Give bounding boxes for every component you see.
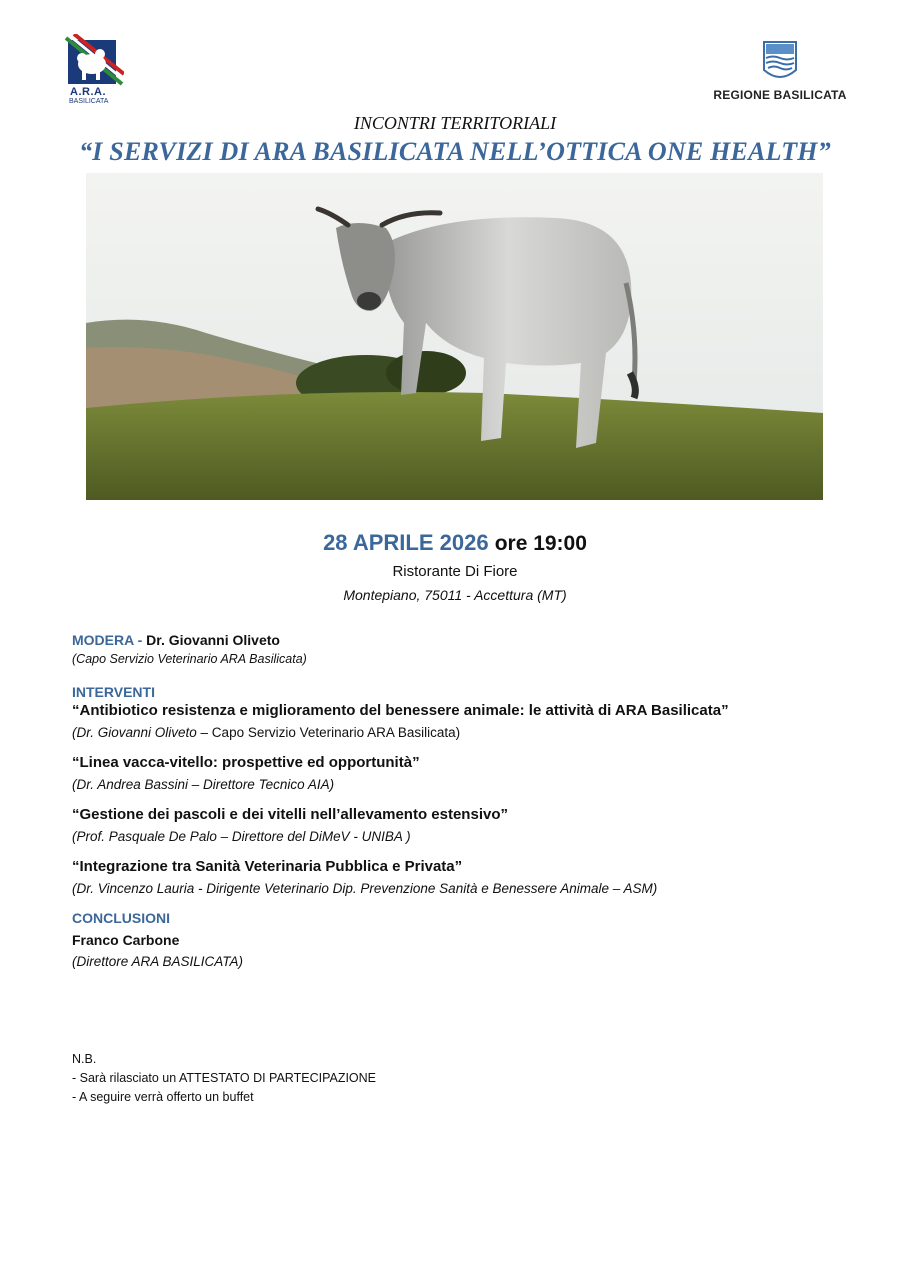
conclusions-name: Franco Carbone bbox=[72, 932, 180, 948]
talk-title: “Integrazione tra Sanità Veterinaria Pubblica e Privata” bbox=[72, 858, 463, 875]
talk-speaker-role: – Capo Servizio Veterinario ARA Basilicata) bbox=[196, 725, 461, 740]
program bbox=[72, 632, 872, 969]
regione-shield-icon bbox=[762, 40, 798, 82]
talk-title: “Antibiotico resistenza e miglioramento del benessere animale: le attività di ARA Basilicata” bbox=[72, 702, 729, 719]
event-series: INCONTRI TERRITORIALI bbox=[353, 113, 557, 133]
event-datetime bbox=[0, 530, 910, 556]
moderator-name: Dr. Giovanni Oliveto bbox=[146, 632, 280, 648]
note-item: - Sarà rilasciato un ATTESTATO DI PARTECIPAZIONE bbox=[72, 1071, 377, 1085]
cow-photo bbox=[86, 173, 823, 500]
talk-item bbox=[72, 858, 872, 896]
moderator-role: (Capo Servizio Veterinario ARA Basilicata) bbox=[72, 652, 307, 666]
regione-name: REGIONE BASILICATA bbox=[713, 88, 847, 102]
talk-speaker: (Prof. Pasquale De Palo – Direttore del DiMeV - UNIBA ) bbox=[72, 829, 411, 844]
event-time: ore 19:00 bbox=[494, 532, 587, 555]
event-address: Montepiano, 75011 - Accettura (MT) bbox=[343, 587, 567, 603]
event-date: 28 APRILE 2026 bbox=[323, 530, 489, 555]
conclusions-heading: CONCLUSIONI bbox=[72, 910, 170, 926]
ara-logo bbox=[62, 34, 124, 106]
moderator-heading bbox=[72, 632, 872, 648]
notes bbox=[72, 1052, 376, 1109]
talk-item bbox=[72, 806, 872, 844]
moderator-label: MODERA - bbox=[72, 632, 143, 648]
ara-logo-subtext: BASILICATA bbox=[69, 98, 109, 105]
talk-speaker bbox=[72, 725, 872, 740]
ara-logo-text: A.R.A. bbox=[70, 86, 106, 98]
talk-speaker-name: (Dr. Giovanni Oliveto bbox=[72, 725, 197, 740]
ara-logo-icon bbox=[62, 34, 124, 86]
notes-label: N.B. bbox=[72, 1052, 97, 1066]
talk-speaker: (Dr. Vincenzo Lauria - Dirigente Veterinario Dip. Prevenzione Sanità e Benessere Animale – ASM) bbox=[72, 881, 658, 896]
event-title: “I SERVIZI DI ARA BASILICATA NELL’OTTICA ONE HEALTH” bbox=[79, 137, 831, 166]
cow-photo-image bbox=[86, 173, 823, 500]
talk-title: “Linea vacca-vitello: prospettive ed opportunità” bbox=[72, 754, 420, 771]
talks-heading: INTERVENTI bbox=[72, 684, 155, 700]
talk-speaker: (Dr. Andrea Bassini – Direttore Tecnico AIA) bbox=[72, 777, 335, 792]
regione-logo bbox=[700, 40, 860, 102]
talk-title: “Gestione dei pascoli e dei vitelli nell’allevamento estensivo” bbox=[72, 806, 508, 823]
talk-item bbox=[72, 702, 872, 740]
note-item: - A seguire verrà offerto un buffet bbox=[72, 1090, 254, 1104]
conclusions-role: (Direttore ARA BASILICATA) bbox=[72, 954, 244, 969]
event-venue: Ristorante Di Fiore bbox=[392, 563, 518, 580]
talk-item bbox=[72, 754, 872, 792]
